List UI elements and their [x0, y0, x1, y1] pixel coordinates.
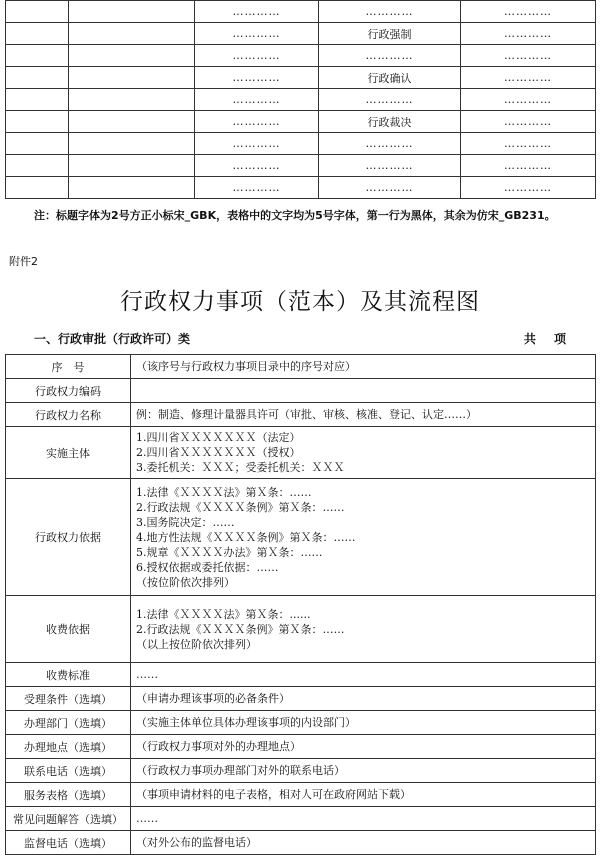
table-cell: …………	[461, 1, 596, 23]
value-line: 例：制造、修理计量器具许可（审批、审核、核准、登记、认定……）	[136, 408, 477, 421]
row-value	[131, 355, 596, 379]
value-line: 2.行政法规《ＸＸＸＸ条例》第Ｘ条：……	[136, 500, 345, 514]
value-line: 5.规章《ＸＸＸＸ办法》第Ｘ条：……	[136, 545, 323, 559]
row-value	[131, 783, 596, 807]
table-row	[6, 687, 596, 711]
row-value	[131, 735, 596, 759]
table-note: 注：标题字体为2号方正小标宋_GBK，表格中的文字均为5号字体，第一行为黑体，其余为仿宋_GB231。	[34, 209, 556, 222]
table-row	[6, 379, 596, 403]
value-line: ……	[136, 812, 158, 825]
row-value	[131, 479, 596, 596]
table-cell	[69, 155, 195, 177]
table-cell: …………	[461, 177, 596, 199]
table-row	[6, 67, 596, 89]
table-row	[6, 45, 596, 67]
value-line: （行政权力事项对外的办理地点）	[136, 740, 301, 753]
table-row	[6, 177, 596, 199]
table-cell	[69, 177, 195, 199]
value-line: （以上按位阶依次排列）	[136, 637, 257, 651]
table-row	[6, 831, 596, 855]
value-line: （对外公布的监督电话）	[136, 836, 257, 849]
table-cell	[6, 23, 69, 45]
row-label: 序 号	[6, 355, 131, 379]
table-row	[6, 759, 596, 783]
table-row	[6, 23, 596, 45]
table-row	[6, 663, 596, 687]
table-cell: …………	[195, 111, 319, 133]
value-line: （申请办理该事项的必备条件）	[136, 692, 290, 705]
value-line: 6.授权依据或委托依据：……	[136, 560, 279, 574]
value-line: 1.四川省ＸＸＸＸＸＸＸ（法定）	[136, 431, 301, 444]
table-row	[6, 735, 596, 759]
table-cell: …………	[195, 89, 319, 111]
table-cell: …………	[195, 45, 319, 67]
table-cell	[69, 133, 195, 155]
row-label: 受理条件（选填）	[6, 687, 131, 711]
row-label: 收费标准	[6, 663, 131, 687]
attachment-label: 附件2	[9, 255, 38, 268]
row-label: 监督电话（选填）	[6, 831, 131, 855]
row-value	[131, 663, 596, 687]
row-value	[131, 711, 596, 735]
value-line: 3.国务院决定：……	[136, 515, 235, 529]
table-cell	[6, 177, 69, 199]
row-label: 服务表格（选填）	[6, 783, 131, 807]
table-cell: …………	[461, 67, 596, 89]
top-table	[5, 0, 596, 199]
table-cell: …………	[461, 45, 596, 67]
table-cell: …………	[319, 1, 461, 23]
row-value	[131, 807, 596, 831]
value-line: （事项申请材料的电子表格，相对人可在政府网站下载）	[136, 788, 411, 801]
table-cell: …………	[195, 177, 319, 199]
table-cell: …………	[319, 133, 461, 155]
value-line: （按位阶依次排列）	[136, 575, 235, 589]
table-row	[6, 711, 596, 735]
row-value	[131, 427, 596, 479]
table-cell	[69, 23, 195, 45]
table-cell: …………	[319, 155, 461, 177]
table-cell: …………	[461, 89, 596, 111]
table-row	[6, 403, 596, 427]
table-row	[6, 111, 596, 133]
row-label: 行政权力编码	[6, 379, 131, 403]
row-value	[131, 379, 596, 403]
item-count-label: 共 项	[523, 332, 566, 346]
table-cell: …………	[461, 133, 596, 155]
table-cell	[6, 155, 69, 177]
row-label: 行政权力名称	[6, 403, 131, 427]
table-row	[6, 155, 596, 177]
table-cell	[6, 89, 69, 111]
row-value	[131, 687, 596, 711]
value-line: （该序号与行政权力事项目录中的序号对应）	[136, 360, 356, 373]
row-label: 办理部门（选填）	[6, 711, 131, 735]
table-cell: …………	[195, 1, 319, 23]
table-cell: …………	[319, 177, 461, 199]
table-cell: …………	[195, 155, 319, 177]
table-row	[6, 1, 596, 23]
table-row	[6, 479, 596, 596]
row-label: 收费依据	[6, 596, 131, 663]
page-title: 行政权力事项（范本）及其流程图	[120, 289, 480, 315]
table-row	[6, 355, 596, 379]
row-label: 常见问题解答（选填）	[6, 807, 131, 831]
power-item-table	[5, 354, 596, 855]
table-cell: …………	[195, 23, 319, 45]
table-cell	[6, 1, 69, 23]
table-cell: …………	[195, 67, 319, 89]
table-cell	[69, 111, 195, 133]
row-value	[131, 831, 596, 855]
table-cell	[69, 89, 195, 111]
table-cell	[69, 1, 195, 23]
value-line: ……	[136, 668, 158, 681]
value-line: 1.法律《ＸＸＸＸ法》第Ｘ条：……	[136, 485, 312, 499]
table-cell: 行政裁决	[319, 111, 461, 133]
value-line: 3.委托机关：ＸＸＸ；受委托机关：ＸＸＸ	[136, 461, 345, 474]
table-cell: …………	[461, 155, 596, 177]
table-cell	[6, 111, 69, 133]
table-cell: …………	[195, 133, 319, 155]
table-cell	[69, 45, 195, 67]
table-row	[6, 427, 596, 479]
table-row	[6, 807, 596, 831]
table-cell: 行政确认	[319, 67, 461, 89]
value-line: （实施主体单位具体办理该事项的内设部门）	[136, 716, 356, 729]
table-row	[6, 133, 596, 155]
value-line: （行政权力事项办理部门对外的联系电话）	[136, 764, 345, 777]
table-row	[6, 596, 596, 663]
value-line: 2.行政法规《ＸＸＸＸ条例》第Ｘ条：……	[136, 622, 345, 636]
table-cell	[6, 45, 69, 67]
row-label: 实施主体	[6, 427, 131, 479]
value-line: 1.法律《ＸＸＸＸ法》第Ｘ条：......	[136, 607, 311, 621]
row-value	[131, 403, 596, 427]
row-value	[131, 596, 596, 663]
table-cell: …………	[461, 111, 596, 133]
row-value	[131, 759, 596, 783]
table-cell: 行政强制	[319, 23, 461, 45]
table-row	[6, 783, 596, 807]
table-cell: …………	[461, 23, 596, 45]
section-heading: 一、行政审批（行政许可）类	[34, 332, 191, 346]
table-cell	[6, 133, 69, 155]
table-row	[6, 89, 596, 111]
value-line: 2.四川省ＸＸＸＸＸＸＸ（授权）	[136, 446, 301, 459]
table-cell: …………	[319, 45, 461, 67]
table-cell	[6, 67, 69, 89]
table-cell: …………	[319, 89, 461, 111]
row-label: 办理地点（选填）	[6, 735, 131, 759]
row-label: 行政权力依据	[6, 479, 131, 596]
row-label: 联系电话（选填）	[6, 759, 131, 783]
value-line: 4.地方性法规《ＸＸＸＸ条例》第Ｘ条：……	[136, 530, 356, 544]
table-cell	[69, 67, 195, 89]
